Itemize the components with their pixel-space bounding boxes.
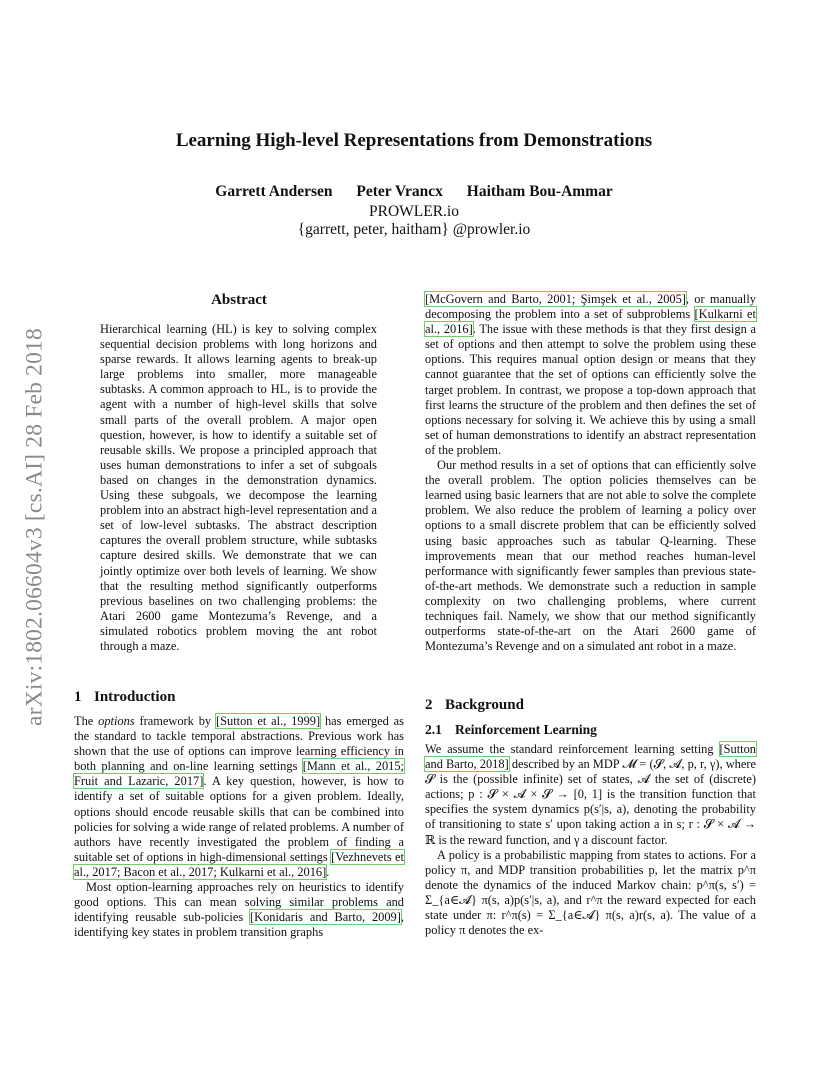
- arxiv-identifier-text: arXiv:1802.06604v3 [cs.AI] 28 Feb 2018: [21, 328, 48, 726]
- section-number: 2: [425, 697, 433, 713]
- section-number: 1: [74, 689, 82, 705]
- section-title: Introduction: [94, 689, 176, 705]
- author-list: [0, 183, 828, 201]
- emphasis-options: options: [98, 714, 135, 728]
- citation-link[interactable]: [Vezhnevets et al., 2017; Bacon et al., 2017; Kulkarni et al., 2016]: [74, 849, 404, 879]
- background-body: [425, 742, 756, 938]
- introduction-body: [74, 714, 404, 940]
- citation-link[interactable]: [Sutton and Barto, 2018]: [425, 742, 756, 772]
- author-name: Peter Vrancx: [356, 183, 443, 200]
- author-name: Garrett Andersen: [215, 183, 333, 200]
- arxiv-identifier-stamp: [20, 296, 50, 758]
- author-name: Haitham Bou-Ammar: [466, 183, 613, 200]
- citation-link[interactable]: [McGovern and Barto, 2001; Şimşek et al., 2005]: [425, 292, 686, 306]
- background-paragraph-1: We assume the standard reinforcement learning setting [Sutton and Barto, 2018] described by an MDP 𝓜 = (𝓢, 𝓐, p, r, γ), where 𝓢 is the (possible infinite) set of states, 𝓐 the set of (discrete) actions; p : 𝓢 × 𝓐 × 𝓢 → [0, 1] is the transition function that specifies the system dynamics p(s′|s, a), denoting the probability of transitioning to state s′ upon taking action a in s; r : 𝓢 × 𝓐 → ℝ is the reward function, and γ a discount factor.: [425, 742, 756, 847]
- author-affiliation: PROWLER.io: [369, 203, 459, 220]
- subsection-title: Reinforcement Learning: [455, 722, 597, 737]
- citation-link[interactable]: [Konidaris and Barto, 2009]: [250, 910, 401, 925]
- citation-link[interactable]: [Kulkarni et al., 2016]: [425, 307, 756, 337]
- abstract-heading: Abstract: [211, 292, 267, 308]
- section-heading-background: [425, 697, 524, 714]
- paper-title: Learning High-level Representations from Demonstrations: [175, 130, 653, 151]
- section-title: Background: [445, 697, 524, 713]
- section-heading-introduction: [74, 689, 175, 706]
- introduction-paragraph-1: The options framework by [Sutton et al., 1999] has emerged as the standard to tackle temporal abstractions. Previous work has shown that the use of options can improve learning efficiency in both planning and on-line learning settings [Mann et al., 2015; Fruit and Lazaric, 2017]. A key question, however, is how to identify a set of suitable options for a given problem. Ideally, options should encode reusable skills that can be combined into policies for solving a wide range of related problems. A number of authors have recently investigated the problem of finding a suitable set of options in high-dimensional settings [Vezhnevets et al., 2017; Bacon et al., 2017; Kulkarni et al., 2016].: [74, 714, 404, 879]
- citation-link[interactable]: [Sutton et al., 1999]: [216, 714, 321, 728]
- subsection-number: 2.1: [425, 722, 442, 737]
- background-paragraph-2: A policy is a probabilistic mapping from states to actions. For a policy π, and MDP transition probabilities p, let the matrix p^π denote the dynamics of the induced Markov chain: p^π(s, s′) = Σ_{a∈𝓐} π(s, a)p(s′|s, a), and r^π the reward expected for each state under π: r^π(s) = Σ_{a∈𝓐} π(s, a)r(s, a). The value of a policy π denotes the ex-: [425, 847, 756, 938]
- subsection-heading-reinforcement-learning: [425, 722, 597, 738]
- author-emails: {garrett, peter, haitham} @prowler.io: [297, 221, 531, 238]
- introduction-paragraph-3: [McGovern and Barto, 2001; Şimşek et al., 2005], or manually decomposing the problem into a set of subproblems [Kulkarni et al., 2016]. The issue with these methods is that they first design a set of options and then attempt to solve the problem using these options. This requires manual option design or means that they cannot guarantee that the set of options can efficiently solve the target problem. In contrast, we propose a top-down approach that first learns the structure of the problem and then defines the set of options necessary for solving it. We achieve this by using a small set of human demonstrations to identify an abstract representation of the problem.: [425, 292, 756, 457]
- introduction-continued: [425, 292, 756, 654]
- abstract-text: Hierarchical learning (HL) is key to solving complex sequential decision problems with long horizons and sparse rewards. It allows learning agents to break-up large problems into smaller, more manageable subtasks. A common approach to HL, is to provide the agent with a number of high-level skills that solve small parts of the overall problem. A major open question, however, is how to identify a suitable set of reusable skills. We propose a principled approach that uses human demonstrations to infer a set of subgoals based on changes in the demonstration dynamics. Using these subgoals, we decompose the learning problem into an abstract high-level representation and a set of low-level subtasks. The abstract description captures the overall problem structure, while subtasks capture desired skills. We demonstrate that we can jointly optimize over both levels of learning. We show that the resulting method significantly outperforms previous baselines on two challenging problems: the Atari 2600 game Montezuma’s Revenge, and a simulated robotics problem moving the ant robot through a maze.: [100, 322, 377, 653]
- introduction-paragraph-2: Most option-learning approaches rely on heuristics to identify good options. This can mean solving similar problems and identifying reusable sub-policies [Konidaris and Barto, 2009], identifying key states in problem transition graphs: [74, 880, 404, 940]
- introduction-paragraph-4: Our method results in a set of options that can efficiently solve the overall problem. The option policies themselves can be learned using basic learners that are not able to solve the complete problem. We also reduce the problem of learning a policy over options to a small discrete problem that can be efficiently solved using basic approaches such as tabular Q-learning. These improvements mean that our method reaches human-level performance with significantly fewer samples than previous state-of-the-art methods. We demonstrate such a reduction in sample complexity on two challenging problems, where current techniques fail. Namely, we show that our method significantly outperforms state-of-the-art on the Atari 2600 game of Montezuma’s Revenge and on a simulated ant robot in a maze.: [425, 458, 756, 654]
- citation-link[interactable]: [Mann et al., 2015; Fruit and Lazaric, 2017]: [74, 759, 404, 789]
